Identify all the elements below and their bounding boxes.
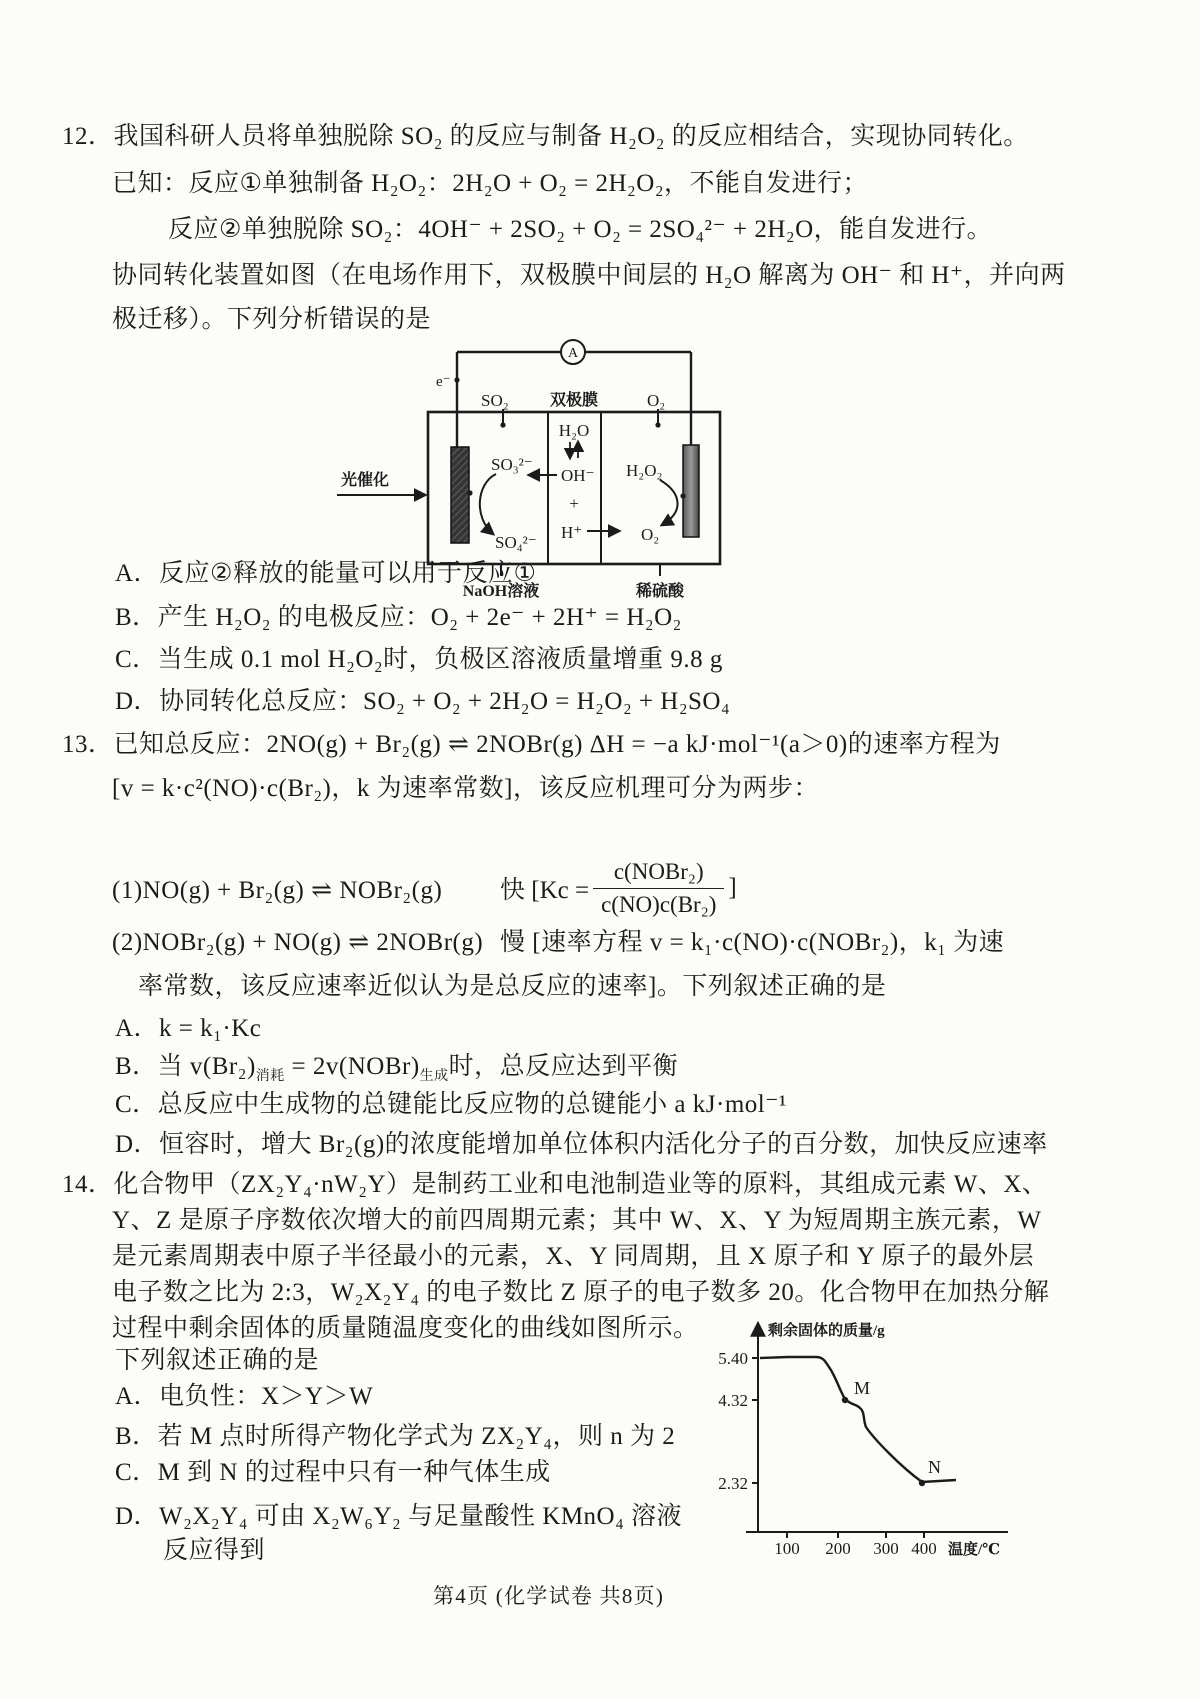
chart-ytick-232: 2.32 (718, 1474, 748, 1493)
q13-step1-rate-note (500, 842, 737, 934)
kc-fraction-numerator: c(NOBr₂) (593, 859, 724, 889)
so3-to-so4-arrow (480, 474, 496, 534)
q12-option-b: B．产生 H₂O₂ 的电极反应：O₂ + 2e⁻ + 2H⁺ = H₂O₂ (115, 604, 682, 631)
q13-option-c: C．总反应中生成物的总键能比反应物的总键能小 a kJ·mol⁻¹ (115, 1091, 787, 1118)
dissociation-arrows-icon (570, 442, 578, 458)
plus-sign: + (569, 494, 579, 513)
chart-ytick-432: 4.32 (718, 1391, 748, 1410)
q13-kc-prefix: 快 [Kc = (500, 877, 590, 904)
q12-option-a: A．反应②释放的能量可以用于反应① (115, 560, 537, 587)
q13-step1-equation: (1)NO(g) + Br₂(g) ⇌ NOBr₂(g) (112, 877, 443, 904)
h-ion-label: H⁺ (561, 523, 583, 542)
q13-option-b-part2: = 2v(NOBr) (284, 1053, 420, 1080)
q14-option-a: A．电负性：X＞Y＞W (115, 1383, 374, 1410)
point-n-marker (919, 1480, 925, 1486)
left-photo-electrode (451, 447, 469, 543)
chart-ytick-540: 5.40 (718, 1349, 748, 1368)
q14-option-d: D．W₂X₂Y₄ 可由 X₂W₆Y₂ 与足量酸性 KMnO₄ 溶液 (115, 1503, 683, 1530)
oh-ion-label: OH⁻ (561, 466, 595, 485)
so4-label: SO₄²⁻ (495, 533, 537, 552)
q13-kc-suffix: ] (728, 874, 737, 901)
kc-fraction-denominator: c(NO)c(Br₂) (601, 891, 717, 917)
q14-line-2: Y、Z 是原子序数依次增大的前四周期元素；其中 W、X、Y 为短周期主族元素，W (112, 1207, 1042, 1234)
point-m-label: M (854, 1378, 871, 1398)
q13-option-a: A．k = k₁·Kc (115, 1015, 262, 1042)
photocatalysis-label: 光催化 (341, 472, 390, 489)
q14-line-3: 是元素周期表中原子半径最小的元素，X、Y 同周期，且 X 原子和 Y 原子的最外层 (112, 1243, 1035, 1270)
q13-step2-rate-note: 慢 [速率方程 v = k₁·c(NO)·c(NOBr₂)，k₁ 为速 (500, 929, 1005, 956)
mass-temperature-chart (640, 1308, 1020, 1588)
chart-x-axis-label: 温度/℃ (948, 1542, 1001, 1558)
h2o-label: H₂O (558, 421, 590, 440)
q13-option-b-part3: 时，总反应达到平衡 (448, 1053, 679, 1080)
q12-option-c: C．当生成 0.1 mol H₂O₂时，负极区溶液质量增重 9.8 g (115, 646, 723, 673)
point-n-label: N (928, 1457, 941, 1477)
bipolar-membrane-label: 双极膜 (549, 392, 599, 409)
so3-label: SO₃²⁻ (491, 455, 533, 474)
chart-xtick-200: 200 (825, 1539, 851, 1558)
q13-option-d: D．恒容时，增大 Br₂(g)的浓度能增加单位体积内活化分子的百分数，加快反应速率 (115, 1131, 1048, 1158)
q12-line-5: 极迁移）。下列分析错误的是 (112, 306, 432, 333)
q14-option-d-cont: 反应得到 (163, 1537, 266, 1564)
ammeter-label: A (567, 346, 579, 361)
q13-line-2: [v = k·c²(NO)·c(Br₂)，k 为速率常数]，该反应机理可分为两步： (112, 775, 819, 802)
q12-line-4: 协同转化装置如图（在电场作用下，双极膜中间层的 H₂O 解离为 OH⁻ 和 H⁺，并向两 (112, 262, 1066, 289)
q12-option-d: D．协同转化总反应：SO₂ + O₂ + 2H₂O = H₂O₂ + H₂SO₄ (115, 688, 731, 715)
q13-option-b-part1: B．当 v(Br₂) (115, 1053, 256, 1080)
q14-option-c: C．M 到 N 的过程中只有一种气体生成 (115, 1459, 551, 1486)
q12-line-1: 12．我国科研人员将单独脱除 SO₂ 的反应与制备 H₂O₂ 的反应相结合，实现协同转化。 (62, 123, 1029, 150)
chart-xtick-300: 300 (873, 1539, 899, 1558)
o2-product-label: O₂ (641, 525, 660, 544)
page-footer: 第4页 (化学试卷 共8页) (433, 1584, 665, 1608)
electron-label: e⁻ (436, 374, 451, 390)
mass-curve (760, 1357, 956, 1482)
electron-node (454, 377, 459, 382)
q13-step2-equation: (2)NOBr₂(g) + NO(g) ⇌ 2NOBr(g) (112, 929, 484, 956)
right-electrode (683, 445, 699, 537)
q14-line-1: 14．化合物甲（ZX₂Y₄·nW₂Y）是制药工业和电池制造业等的原料，其组成元素 W、X、 (62, 1171, 1048, 1198)
q14-option-b: B．若 M 点时所得产物化学式为 ZX₂Y₄，则 n 为 2 (115, 1423, 676, 1450)
q13-option-b-sub1: 消耗 (255, 1069, 285, 1084)
q13-line-1: 13．已知总反应：2NO(g) + Br₂(g) ⇌ 2NOBr(g) ΔH = −a kJ·mol⁻¹(a＞0)的速率方程为 (62, 731, 1001, 758)
o2-inlet-label: O₂ (647, 391, 666, 410)
chart-y-axis-label: 剩余固体的质量/g (768, 1323, 885, 1339)
q13-line-3: 率常数，该反应速率近似认为是总反应的速率]。下列叙述正确的是 (138, 973, 887, 1000)
so2-inlet-label: SO₂ (481, 391, 509, 410)
q14-line-6: 下列叙述正确的是 (115, 1347, 320, 1374)
q12-line-3: 反应②单独脱除 SO₂：4OH⁻ + 2SO₂ + O₂ = 2SO₄²⁻ + 2H₂O，能自发进行。 (168, 216, 993, 243)
h2o2-to-o2-arrow (660, 480, 678, 525)
dilute-acid-label: 稀硫酸 (635, 583, 685, 600)
naoh-solution-label: NaOH溶液 (462, 583, 540, 600)
chart-xtick-100: 100 (774, 1539, 800, 1558)
h2o2-label: H₂O₂ (626, 461, 663, 480)
q12-line-2: 已知：反应①单独制备 H₂O₂：2H₂O + O₂ = 2H₂O₂，不能自发进行； (112, 170, 869, 197)
chart-xtick-400: 400 (911, 1539, 937, 1558)
kc-fraction (593, 859, 724, 918)
q14-line-5: 过程中剩余固体的质量随温度变化的曲线如图所示。 (112, 1315, 699, 1342)
q14-line-4: 电子数之比为 2:3，W₂X₂Y₄ 的电子数比 Z 原子的电子数多 20。化合物甲在加热分解 (112, 1279, 1050, 1306)
q13-option-b-sub2: 生成 (419, 1069, 449, 1084)
point-m-marker (842, 1397, 848, 1403)
